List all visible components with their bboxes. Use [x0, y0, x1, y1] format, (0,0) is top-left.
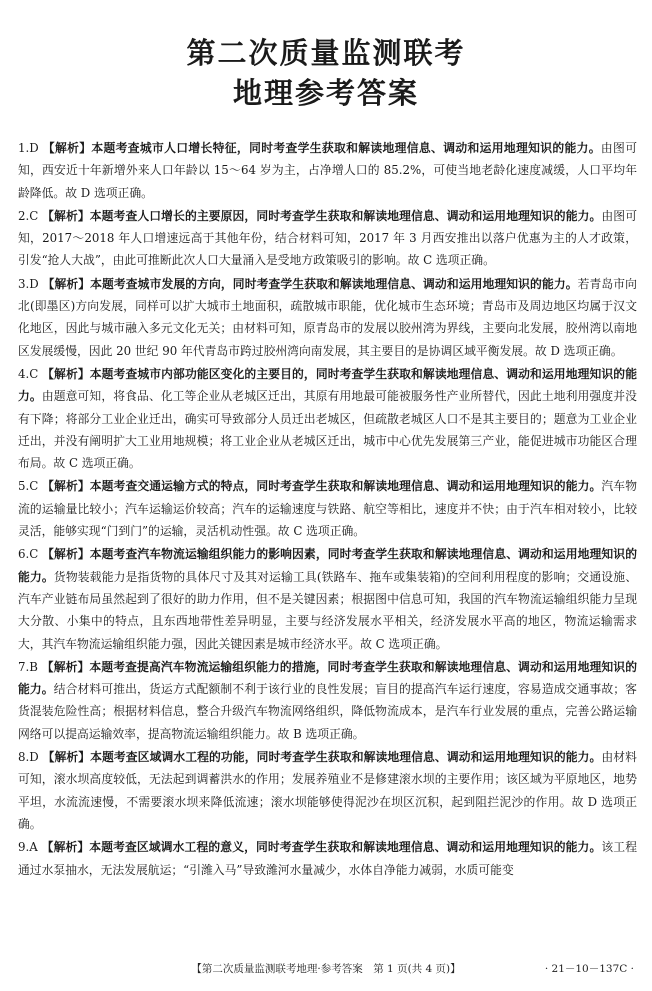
answer-item-9 — [18, 836, 637, 881]
answer-number: 4.C — [18, 366, 39, 381]
document-subtitle: 地理参考答案 — [232, 76, 419, 110]
answer-item-1 — [18, 137, 637, 204]
footer-page-label: 【第二次质量监测联考地理·参考答案 第 1 页(共 4 页)】 — [191, 963, 461, 975]
answer-item-3 — [18, 273, 637, 362]
answer-analysis-lead: 【解析】本题考查交通运输方式的特点，同时考查学生获取和解读地理信息、调动和运用地理知识的能力。 — [42, 479, 602, 494]
answer-analysis-lead: 【解析】本题考查汽车物流运输组织能力的影响因素，同时考查学生获取和解读地理信息、调动和运用地理知识的能力。 — [18, 547, 637, 584]
answer-item-2 — [18, 205, 637, 272]
answer-number: 9.A — [18, 840, 38, 855]
answer-number: 1.D — [18, 141, 39, 155]
answer-explanation: 汽车物流的运输量比较小；汽车运输运价较高；汽车的运输速度与铁路、航空等相比，速度并不快；由于汽车相对较小，比较灵活，能够实现“门到门”的运输，灵活机动性强。故 C 选项正确。 — [18, 479, 637, 539]
answer-number: 6.C — [18, 547, 39, 562]
answer-analysis-lead: 【解析】本题考查城市内部功能区变化的主要目的，同时考查学生获取和解读地理信息、调动和运用地理知识的能力。 — [18, 366, 637, 404]
answer-item-5 — [18, 475, 637, 542]
answer-number: 8.D — [18, 750, 39, 765]
document-title: 第二次质量监测联考 — [186, 36, 466, 70]
answer-explanation: 结合材料可推出，货运方式配额制不利于该行业的良性发展；盲目的提高汽车运行速度，容易造成交通事故；客货混装危险性高；根据材料信息，整合升级汽车物流网络组织，降低物流成本，是汽车行业发展的重点，完善公路运输网络可以提高运输效率，提高物流运输组织能力。故 B 选项正确。 — [18, 682, 637, 741]
answer-number: 7.B — [18, 659, 38, 674]
answer-item-7 — [18, 656, 637, 745]
answer-explanation: 由题意可知，将食品、化工等企业从老城区迁出，其原有用地最可能被服务性产业所替代，因此土地利用强度并没有下降；将部分工业企业迁出，确实可导致部分人员迁出老城区，但疏散老城区人口不是其主要目的；题意为工业企业迁出，并没有阐明扩大工业用地规模；将工业企业从老城区迁出，城市中心优先发展第三产业，能促进城市功能区合理布局。故 C 选项正确。 — [18, 389, 637, 471]
answer-number: 5.C — [18, 479, 39, 494]
answer-explanation: 由材料可知，滚水坝高度较低，无法起到调蓄洪水的作用；发展养殖业不是修建滚水坝的主要作用；该区域为平原地区，地势平坦，水流流速慢，不需要滚水坝来降低流速；滚水坝能够使得泥沙在坝区沉积，起到阻拦泥沙的作用。故 D 选项正确。 — [18, 750, 637, 831]
answer-item-6 — [18, 543, 637, 654]
answer-item-4 — [18, 363, 637, 474]
footer-document-code: · 21－10－137C · — [544, 963, 634, 975]
answer-explanation: 若青岛市向北(即墨区)方向发展，同样可以扩大城市土地面积，疏散城市职能，优化城市生态环境；青岛市及周边地区均属于汉文化地区，因此与城市融入多元文化无关；由材料可知，原青岛市的发展以胶州湾为界线，主要向北发展，胶州湾以南地区发展缓慢，因此 20 世纪 90 年代青岛市跨过胶州湾向南发展，其主要目的是协调区域平衡发展。故 D 选项正确。 — [18, 276, 637, 358]
answer-item-8 — [18, 746, 637, 835]
answer-explanation: 由图可知，2017～2018 年人口增速远高于其他年份，结合材料可知，2017 年 3 月西安推出以落户优惠为主的人才政策，引发“抢人大战”，由此可推断此次人口大量涌入是受地方政策吸引的影响。故 C 选项正确。 — [18, 208, 637, 268]
answer-number: 2.C — [18, 208, 39, 223]
title-block — [0, 34, 652, 112]
answer-number: 3.D — [18, 276, 39, 291]
answer-explanation: 该工程通过水泵抽水，无法发展航运；“引潍入马”导致潍河水量减少，水体自净能力减弱，水质可能变 — [18, 840, 637, 877]
answer-analysis-lead: 【解析】本题考查城市发展的方向，同时考查学生获取和解读地理信息、调动和运用地理知识的能力。 — [42, 276, 578, 291]
answer-analysis-lead: 【解析】本题考查区域调水工程的意义，同时考查学生获取和解读地理信息、调动和运用地理知识的能力。 — [41, 840, 602, 855]
answer-explanation: 货物装载能力是指货物的具体尺寸及其对运输工具(铁路车、拖车或集装箱)的空间利用程度的影响；交通设施、汽车产业链布局虽然起到了很好的助力作用，但不是关键因素；根据图中信息可知，我国的汽车物流运输组织能力呈现大分散、小集中的特点，且东西地带性差异明显，主要与经济发展水平相关，经济发展水平高的地区，物流运输需求大，其汽车物流运输组织能力强，因此关键因素是城市经济水平。故 C 选项正确。 — [18, 569, 637, 651]
answer-analysis-lead: 【解析】本题考查城市人口增长特征，同时考查学生获取和解读地理信息、调动和运用地理知识的能力。 — [42, 141, 601, 155]
answer-analysis-lead: 【解析】本题考查区域调水工程的功能，同时考查学生获取和解读地理信息、调动和运用地理知识的能力。 — [42, 750, 602, 765]
answer-analysis-lead: 【解析】本题考查人口增长的主要原因，同时考查学生获取和解读地理信息、调动和运用地理知识的能力。 — [42, 208, 602, 223]
answer-analysis-lead: 【解析】本题考查提高汽车物流运输组织能力的措施，同时考查学生获取和解读地理信息、调动和运用地理知识的能力。 — [18, 659, 637, 697]
answer-list — [18, 137, 637, 882]
answer-explanation: 由图可知，西安近十年新增外来人口年龄以 15～64 岁为主，占净增人口的 85.2%，可使当地老龄化速度减缓，人口平均年龄降低。故 D 选项正确。 — [18, 141, 637, 200]
